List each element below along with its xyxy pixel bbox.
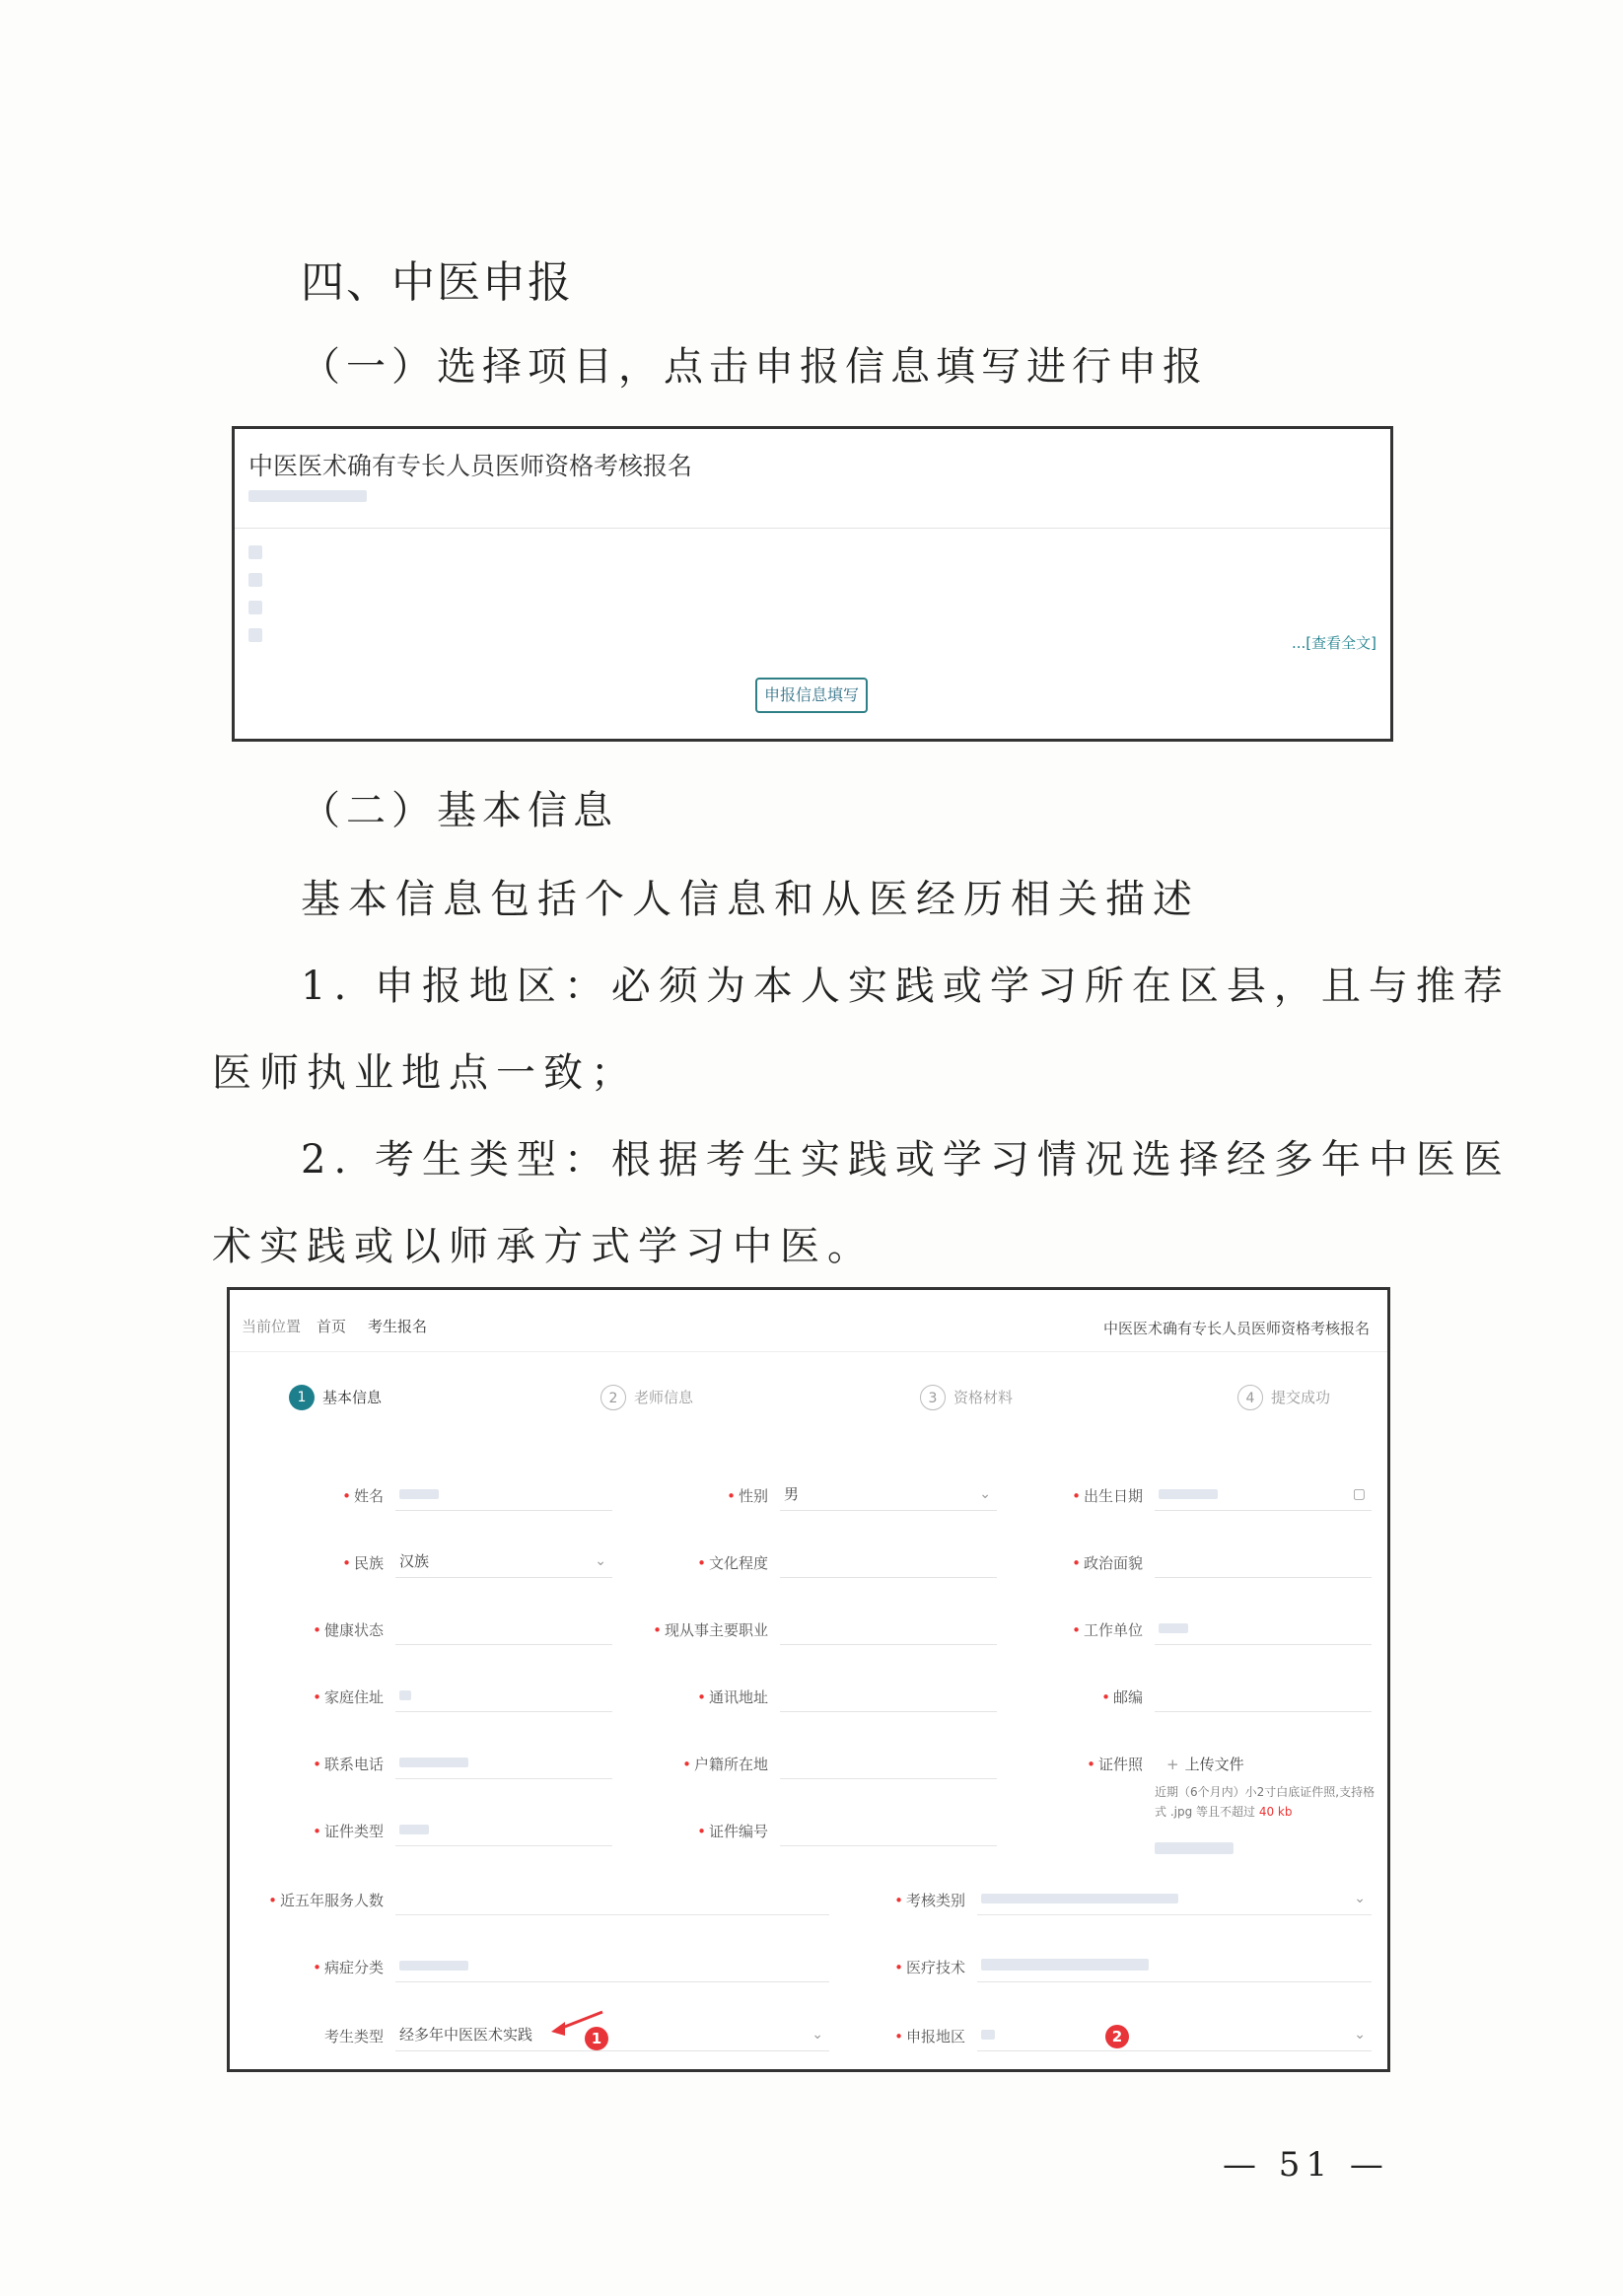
step-1-label[interactable]: 基本信息 bbox=[322, 1389, 383, 1406]
candidate-type-label: 考生类型 bbox=[323, 2028, 384, 2045]
uploaded-file-blurred bbox=[1155, 1842, 1234, 1854]
calendar-icon: ▢ bbox=[1352, 1486, 1366, 1502]
card-title: 中医医术确有专长人员医师资格考核报名 bbox=[248, 452, 693, 480]
phone-input[interactable] bbox=[395, 1746, 612, 1779]
occupation-input[interactable] bbox=[780, 1612, 997, 1645]
exam-category-select[interactable] bbox=[977, 1882, 1372, 1915]
disease-label: • 病症分类 bbox=[313, 1959, 384, 1976]
declare-info-button[interactable]: 申报信息填写 bbox=[755, 678, 868, 713]
household-input[interactable] bbox=[780, 1746, 997, 1779]
form-header-title: 中医医术确有专长人员医师资格考核报名 bbox=[1102, 1320, 1370, 1337]
page-number: — 51 — bbox=[1223, 2145, 1389, 2185]
step-1-icon: 1 bbox=[289, 1385, 315, 1410]
home-address-input[interactable] bbox=[395, 1679, 612, 1712]
chevron-down-icon: ⌄ bbox=[812, 2027, 823, 2043]
blurred-text bbox=[248, 573, 262, 587]
mail-address-input[interactable] bbox=[780, 1679, 997, 1712]
postcode-label: • 邮编 bbox=[1101, 1688, 1143, 1706]
id-type-select[interactable] bbox=[395, 1813, 612, 1846]
chevron-down-icon: ⌄ bbox=[1354, 2027, 1366, 2043]
registration-form bbox=[227, 1287, 1390, 2072]
upload-icon: + bbox=[1166, 1756, 1179, 1773]
medical-tech-select[interactable] bbox=[977, 1949, 1372, 1982]
candidate-type-select[interactable]: 经多年中医医术实践 ⌄ bbox=[395, 2018, 829, 2051]
medical-tech-label: • 医疗技术 bbox=[894, 1959, 965, 1976]
education-input[interactable] bbox=[780, 1544, 997, 1578]
step-2-icon: 2 bbox=[600, 1385, 626, 1410]
region-label: • 申报地区 bbox=[894, 2028, 965, 2045]
birth-date-picker[interactable] bbox=[1155, 1477, 1372, 1511]
household-label: • 户籍所在地 bbox=[682, 1756, 768, 1773]
step-4-icon: 4 bbox=[1237, 1385, 1263, 1410]
blurred-text bbox=[248, 601, 262, 614]
breadcrumb-label: 当前位置 bbox=[242, 1318, 302, 1335]
postcode-input[interactable] bbox=[1155, 1679, 1372, 1712]
region-select[interactable] bbox=[977, 2018, 1372, 2051]
mail-address-label: • 通讯地址 bbox=[697, 1688, 768, 1706]
served-label: • 近五年服务人数 bbox=[268, 1892, 384, 1909]
chevron-down-icon: ⌄ bbox=[595, 1553, 606, 1569]
chevron-down-icon: ⌄ bbox=[979, 1486, 991, 1502]
paragraph-2-line-1: 1. 申报地区：必须为本人实践或学习所在区县，且与推荐 bbox=[301, 964, 1511, 1009]
workplace-input[interactable] bbox=[1155, 1612, 1372, 1645]
upload-file-button[interactable]: + 上传文件 bbox=[1166, 1756, 1244, 1773]
gender-label: • 性别 bbox=[727, 1487, 768, 1505]
home-address-label: • 家庭住址 bbox=[313, 1688, 384, 1706]
paragraph-2-line-2: 医师执业地点一致； bbox=[212, 1050, 638, 1096]
subsection-title-2: （二）基本信息 bbox=[301, 788, 618, 833]
photo-label: • 证件照 bbox=[1087, 1756, 1143, 1773]
view-full-link[interactable]: ...[查看全文] bbox=[1291, 634, 1376, 652]
political-input[interactable] bbox=[1155, 1544, 1372, 1578]
upload-hint-line-1: 近期（6个月内）小2寸白底证件照,支持格 bbox=[1155, 1785, 1376, 1799]
name-input[interactable] bbox=[395, 1477, 612, 1511]
step-2-label[interactable]: 老师信息 bbox=[634, 1389, 694, 1406]
paragraph-3-line-1: 2. 考生类型：根据考生实践或学习情况选择经多年中医医 bbox=[301, 1137, 1511, 1183]
callout-badge-1: 1 bbox=[585, 2027, 608, 2050]
id-number-input[interactable] bbox=[780, 1813, 997, 1846]
gender-select[interactable]: 男 ⌄ bbox=[780, 1477, 997, 1511]
paragraph-1: 基本信息包括个人信息和从医经历相关描述 bbox=[301, 877, 1200, 922]
id-number-label: • 证件编号 bbox=[697, 1823, 768, 1840]
breadcrumb-home[interactable]: 首页 bbox=[317, 1318, 347, 1335]
ethnic-label: • 民族 bbox=[342, 1554, 384, 1572]
health-input[interactable] bbox=[395, 1612, 612, 1645]
health-label: • 健康状态 bbox=[313, 1621, 384, 1639]
id-type-label: • 证件类型 bbox=[313, 1823, 384, 1840]
political-label: • 政治面貌 bbox=[1072, 1554, 1143, 1572]
project-card bbox=[232, 426, 1393, 742]
section-title: 四、中医申报 bbox=[301, 257, 573, 308]
subsection-title-1: （一）选择项目，点击申报信息填写进行申报 bbox=[301, 344, 1208, 390]
ethnic-select[interactable]: 汉族 ⌄ bbox=[395, 1544, 612, 1578]
step-4-label[interactable]: 提交成功 bbox=[1271, 1389, 1331, 1406]
paragraph-3-line-2: 术实践或以师承方式学习中医。 bbox=[212, 1224, 875, 1269]
blurred-text bbox=[248, 490, 367, 502]
step-3-icon: 3 bbox=[920, 1385, 946, 1410]
exam-category-label: • 考核类别 bbox=[894, 1892, 965, 1909]
chevron-down-icon: ⌄ bbox=[1354, 1891, 1366, 1906]
name-label: • 姓名 bbox=[342, 1487, 384, 1505]
phone-label: • 联系电话 bbox=[313, 1756, 384, 1773]
upload-hint-line-2: 式 .jpg 等且不超过 40 kb bbox=[1155, 1805, 1293, 1819]
breadcrumb-current: 考生报名 bbox=[368, 1318, 428, 1335]
birth-label: • 出生日期 bbox=[1072, 1487, 1143, 1505]
occupation-label: • 现从事主要职业 bbox=[653, 1621, 768, 1639]
education-label: • 文化程度 bbox=[697, 1554, 768, 1572]
disease-select[interactable] bbox=[395, 1949, 829, 1982]
blurred-text bbox=[248, 545, 262, 559]
blurred-text bbox=[248, 628, 262, 642]
callout-badge-2: 2 bbox=[1105, 2025, 1129, 2048]
served-input[interactable] bbox=[395, 1882, 829, 1915]
step-3-label[interactable]: 资格材料 bbox=[953, 1389, 1014, 1406]
workplace-label: • 工作单位 bbox=[1072, 1621, 1143, 1639]
